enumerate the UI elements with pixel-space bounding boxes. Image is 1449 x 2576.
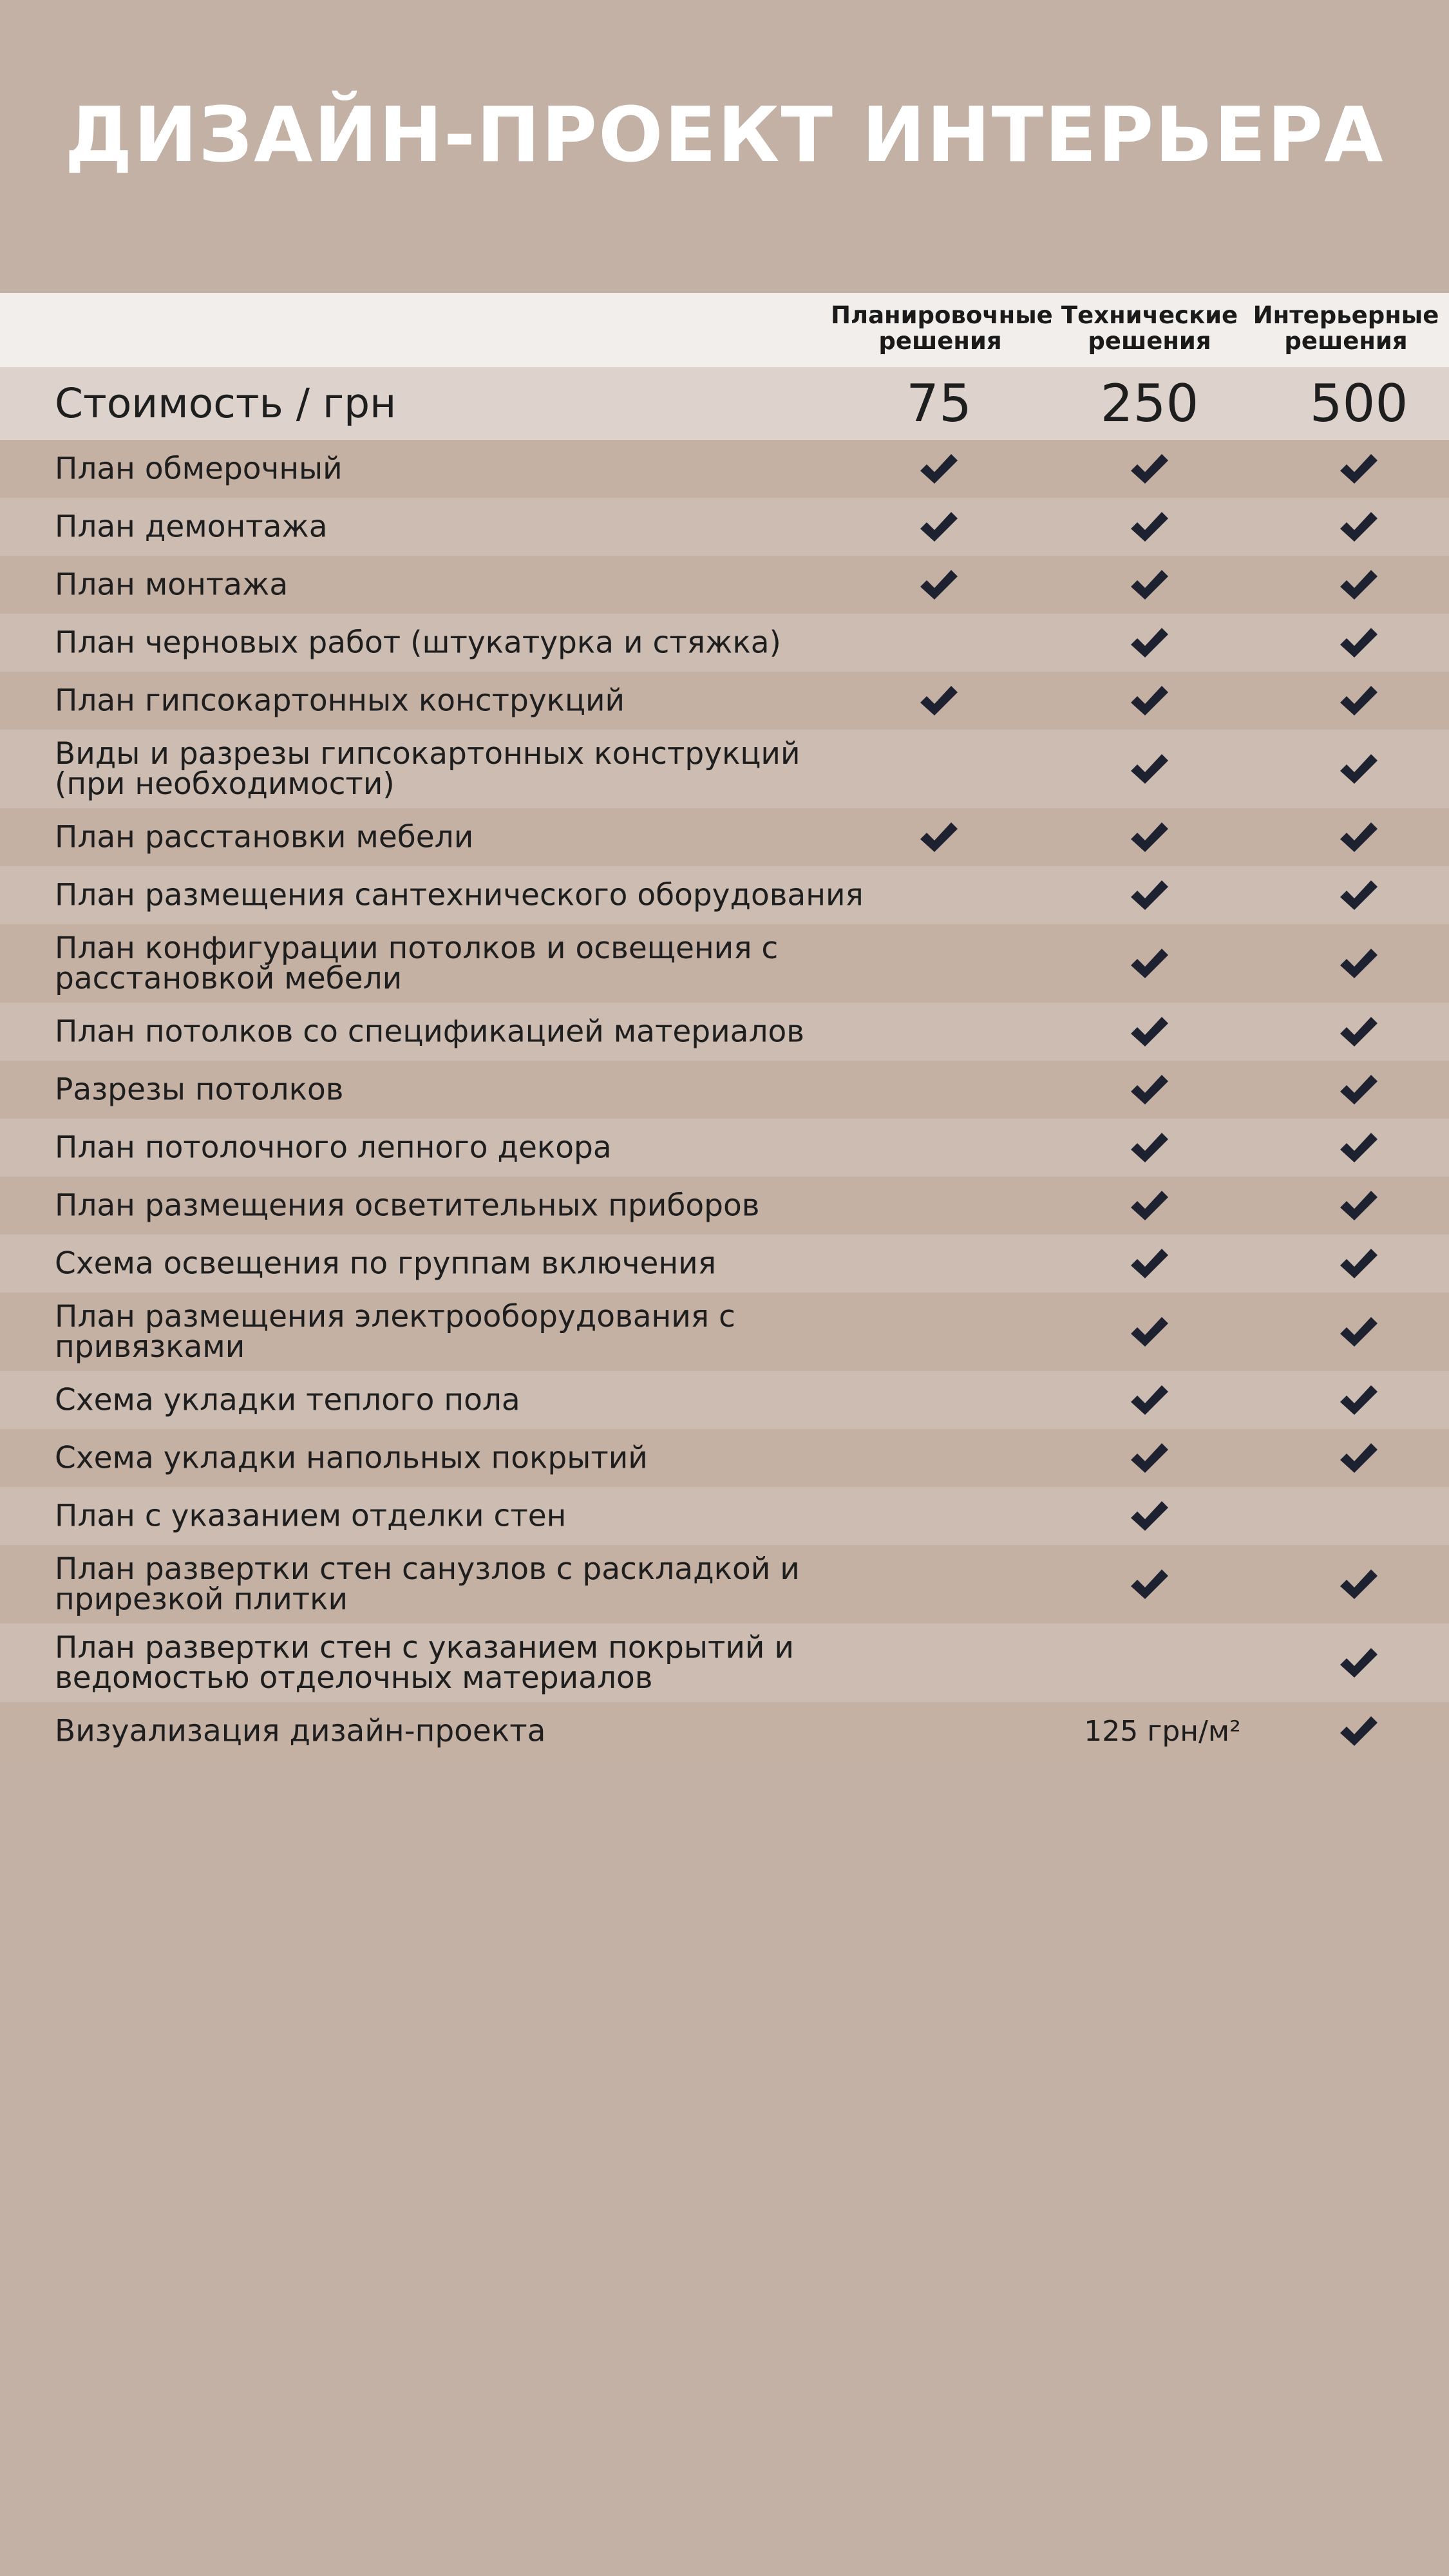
check-cell: [887, 672, 990, 730]
row-label: [55, 1130, 892, 1166]
check-icon: [1338, 1567, 1380, 1602]
check-icon: [918, 820, 960, 855]
check-cell: [1098, 1119, 1201, 1177]
check-icon: [1128, 1014, 1171, 1049]
column-header-interior: [1236, 303, 1449, 354]
check-icon: [1338, 1072, 1380, 1107]
row-label-line: Схема укладки напольных покрытий: [55, 1440, 648, 1476]
row-label-line: План развертки стен с указанием покрытий и: [55, 1630, 794, 1665]
check-cell: [1098, 672, 1201, 730]
check-icon: [1338, 1130, 1380, 1165]
check-cell: [1307, 556, 1410, 614]
row-label: [55, 1188, 892, 1224]
row-label-line: ведомостью отделочных материалов: [55, 1660, 653, 1696]
check-cell: [1307, 866, 1410, 924]
table-row: [0, 1545, 1449, 1624]
row-label: [55, 877, 892, 913]
column-header-planning: [831, 301, 1053, 355]
row-label: [55, 819, 892, 855]
table-row: [0, 1119, 1449, 1177]
check-cell: [887, 498, 990, 556]
check-cell: [1098, 924, 1201, 1003]
check-icon: [1338, 683, 1380, 718]
row-label-line: расстановкой мебели: [55, 961, 402, 996]
row-label-line: План гипсокартонных конструкций: [55, 683, 625, 719]
check-cell: [1307, 1061, 1410, 1119]
row-label-line: План демонтажа: [55, 509, 328, 545]
row-label-line: План монтажа: [55, 567, 289, 603]
row-label-line: План потолков со спецификацией материалов: [55, 1014, 804, 1050]
row-label-line: Схема освещения по группам включения: [55, 1245, 716, 1282]
check-cell: [1307, 498, 1410, 556]
check-cell: [1098, 730, 1201, 808]
table-row: [0, 498, 1449, 556]
check-cell: [1307, 1177, 1410, 1235]
row-label-line: План размещения сантехнического оборудования: [55, 877, 864, 913]
check-icon: [1128, 1567, 1171, 1602]
column-header-line: Планировочные: [831, 301, 1053, 329]
check-icon: [1128, 752, 1171, 786]
visualization-price: 125 грн/м²: [1084, 1714, 1241, 1748]
check-cell: [1098, 1293, 1201, 1371]
check-cell: [1307, 672, 1410, 730]
row-label-line: План обмерочный: [55, 451, 343, 487]
row-label-line: Схема укладки теплого пола: [55, 1382, 520, 1418]
row-label: [55, 1072, 892, 1108]
table-row: [0, 1177, 1449, 1235]
check-icon: [918, 509, 960, 544]
row-label-line: План потолочного лепного декора: [55, 1130, 612, 1166]
check-cell: [1307, 1119, 1410, 1177]
table-row: [0, 1371, 1449, 1429]
check-cell: [887, 556, 990, 614]
check-cell: [1098, 1003, 1201, 1061]
row-label-line: План развертки стен санузлов с раскладкой и: [55, 1551, 800, 1587]
check-cell: [1098, 1487, 1201, 1545]
check-cell: [1307, 808, 1410, 866]
row-label-line: План черновых работ (штукатурка и стяжка): [55, 625, 781, 661]
check-icon: [918, 683, 960, 718]
check-cell: [1098, 808, 1201, 866]
table-row: [0, 730, 1449, 808]
check-icon: [1128, 683, 1171, 718]
check-cell: [1307, 440, 1410, 498]
table-header: [0, 293, 1449, 367]
check-icon: [1128, 451, 1171, 486]
row-label: [55, 736, 892, 802]
check-cell: [1307, 730, 1410, 808]
row-label-line: План с указанием отделки стен: [55, 1498, 567, 1534]
page-title: ДИЗАЙН-ПРОЕКТ ИНТЕРЬЕРА: [64, 90, 1385, 179]
table-row: [0, 924, 1449, 1003]
check-icon: [1128, 1246, 1171, 1281]
check-cell: [1098, 1177, 1201, 1235]
price-interior: 500: [1309, 374, 1408, 433]
check-icon: [1338, 820, 1380, 855]
table-row: [0, 614, 1449, 672]
check-icon: [1128, 1441, 1171, 1475]
check-icon: [1128, 1383, 1171, 1417]
check-cell: [1307, 924, 1410, 1003]
check-cell: [1307, 1624, 1410, 1702]
row-label-line: План размещения электрооборудования с: [55, 1299, 735, 1334]
row-label: [55, 1299, 892, 1365]
check-icon: [1338, 625, 1380, 660]
check-cell: [887, 440, 990, 498]
row-label: [55, 1713, 892, 1749]
row-label: [55, 625, 892, 661]
check-icon: [1338, 509, 1380, 544]
row-label: [55, 933, 892, 994]
column-header-line: решения: [878, 327, 1002, 355]
row-label: [55, 451, 892, 487]
table-row: [0, 1061, 1449, 1119]
feature-rows: [0, 440, 1449, 1760]
check-cell: [1307, 1293, 1410, 1371]
row-label: [55, 509, 892, 545]
check-cell: [1098, 1429, 1201, 1487]
check-icon: [1338, 946, 1380, 981]
check-icon: [1128, 1314, 1171, 1349]
check-cell: [1307, 1429, 1410, 1487]
price-planning: 75: [906, 374, 972, 433]
table-row: [0, 556, 1449, 614]
check-cell: [1098, 556, 1201, 614]
check-icon: [1338, 878, 1380, 913]
check-cell: [1098, 614, 1201, 672]
check-icon: [1128, 567, 1171, 602]
check-icon: [1338, 1314, 1380, 1349]
check-icon: [1128, 509, 1171, 544]
check-cell: [1307, 1702, 1410, 1760]
check-cell: [1098, 1371, 1201, 1429]
column-header-line: решения: [1284, 327, 1408, 355]
check-icon: [1338, 1714, 1380, 1748]
check-icon: [1338, 567, 1380, 602]
row-label: [55, 1440, 892, 1476]
pricing-table: [0, 293, 1449, 1760]
table-row: [0, 1293, 1449, 1371]
check-cell: [1098, 866, 1201, 924]
table-row: [0, 672, 1449, 730]
check-icon: [1128, 878, 1171, 913]
check-icon: [1338, 1188, 1380, 1223]
row-label: [55, 1630, 892, 1696]
row-label-line: Разрезы потолков: [55, 1072, 344, 1108]
check-cell: [1098, 1545, 1201, 1624]
check-icon: [1128, 1130, 1171, 1165]
table-row: [0, 808, 1449, 866]
table-row: [0, 1702, 1449, 1760]
check-icon: [1128, 820, 1171, 855]
check-cell: [1098, 1235, 1201, 1293]
check-cell: [887, 808, 990, 866]
check-cell: [1098, 440, 1201, 498]
check-icon: [918, 451, 960, 486]
table-row: [0, 1235, 1449, 1293]
check-icon: [1338, 752, 1380, 786]
check-icon: [1128, 946, 1171, 981]
check-icon: [1338, 1246, 1380, 1281]
row-label-line: (при необходимости): [55, 766, 395, 802]
price-technical: 250: [1100, 374, 1199, 433]
check-cell: [1307, 1003, 1410, 1061]
row-label-line: прирезкой плитки: [55, 1582, 348, 1617]
row-label: [55, 1498, 892, 1534]
check-icon: [1128, 1188, 1171, 1223]
row-label-line: План расстановки мебели: [55, 819, 474, 855]
row-label-line: План размещения осветительных приборов: [55, 1188, 760, 1224]
row-label: [55, 683, 892, 719]
check-icon: [1338, 451, 1380, 486]
row-label: [55, 1382, 892, 1418]
row-label-line: привязками: [55, 1329, 245, 1365]
row-label-line: План конфигурации потолков и освещения с: [55, 931, 779, 966]
check-cell: [1307, 1235, 1410, 1293]
check-cell: [1307, 1371, 1410, 1429]
price-row: [0, 367, 1449, 440]
check-cell: [1098, 498, 1201, 556]
check-cell: [1307, 1545, 1410, 1624]
row-label: [55, 1551, 892, 1617]
column-header-line: решения: [1088, 327, 1211, 355]
row-label-line: Виды и разрезы гипсокартонных конструкций: [55, 736, 800, 772]
check-icon: [1128, 1499, 1171, 1533]
table-row: [0, 1624, 1449, 1702]
table-row: [0, 1003, 1449, 1061]
table-row: [0, 866, 1449, 924]
check-icon: [1338, 1441, 1380, 1475]
table-row: [0, 1487, 1449, 1545]
row-label-line: Визуализация дизайн-проекта: [55, 1713, 546, 1749]
column-header-technical: [1040, 303, 1259, 354]
row-label: [55, 1245, 892, 1282]
row-label: [55, 567, 892, 603]
table-row: [0, 1429, 1449, 1487]
check-icon: [1338, 1645, 1380, 1680]
check-cell: [1307, 614, 1410, 672]
check-icon: [1128, 1072, 1171, 1107]
row-label: [55, 1014, 892, 1050]
column-header-line: Интерьерные: [1253, 301, 1439, 329]
check-icon: [1338, 1383, 1380, 1417]
table-row: [0, 440, 1449, 498]
check-icon: [1338, 1014, 1380, 1049]
column-header-line: Технические: [1061, 301, 1238, 329]
price-label: Стоимость / грн: [55, 380, 397, 427]
check-icon: [1128, 625, 1171, 660]
check-icon: [918, 567, 960, 602]
check-cell: [1098, 1061, 1201, 1119]
